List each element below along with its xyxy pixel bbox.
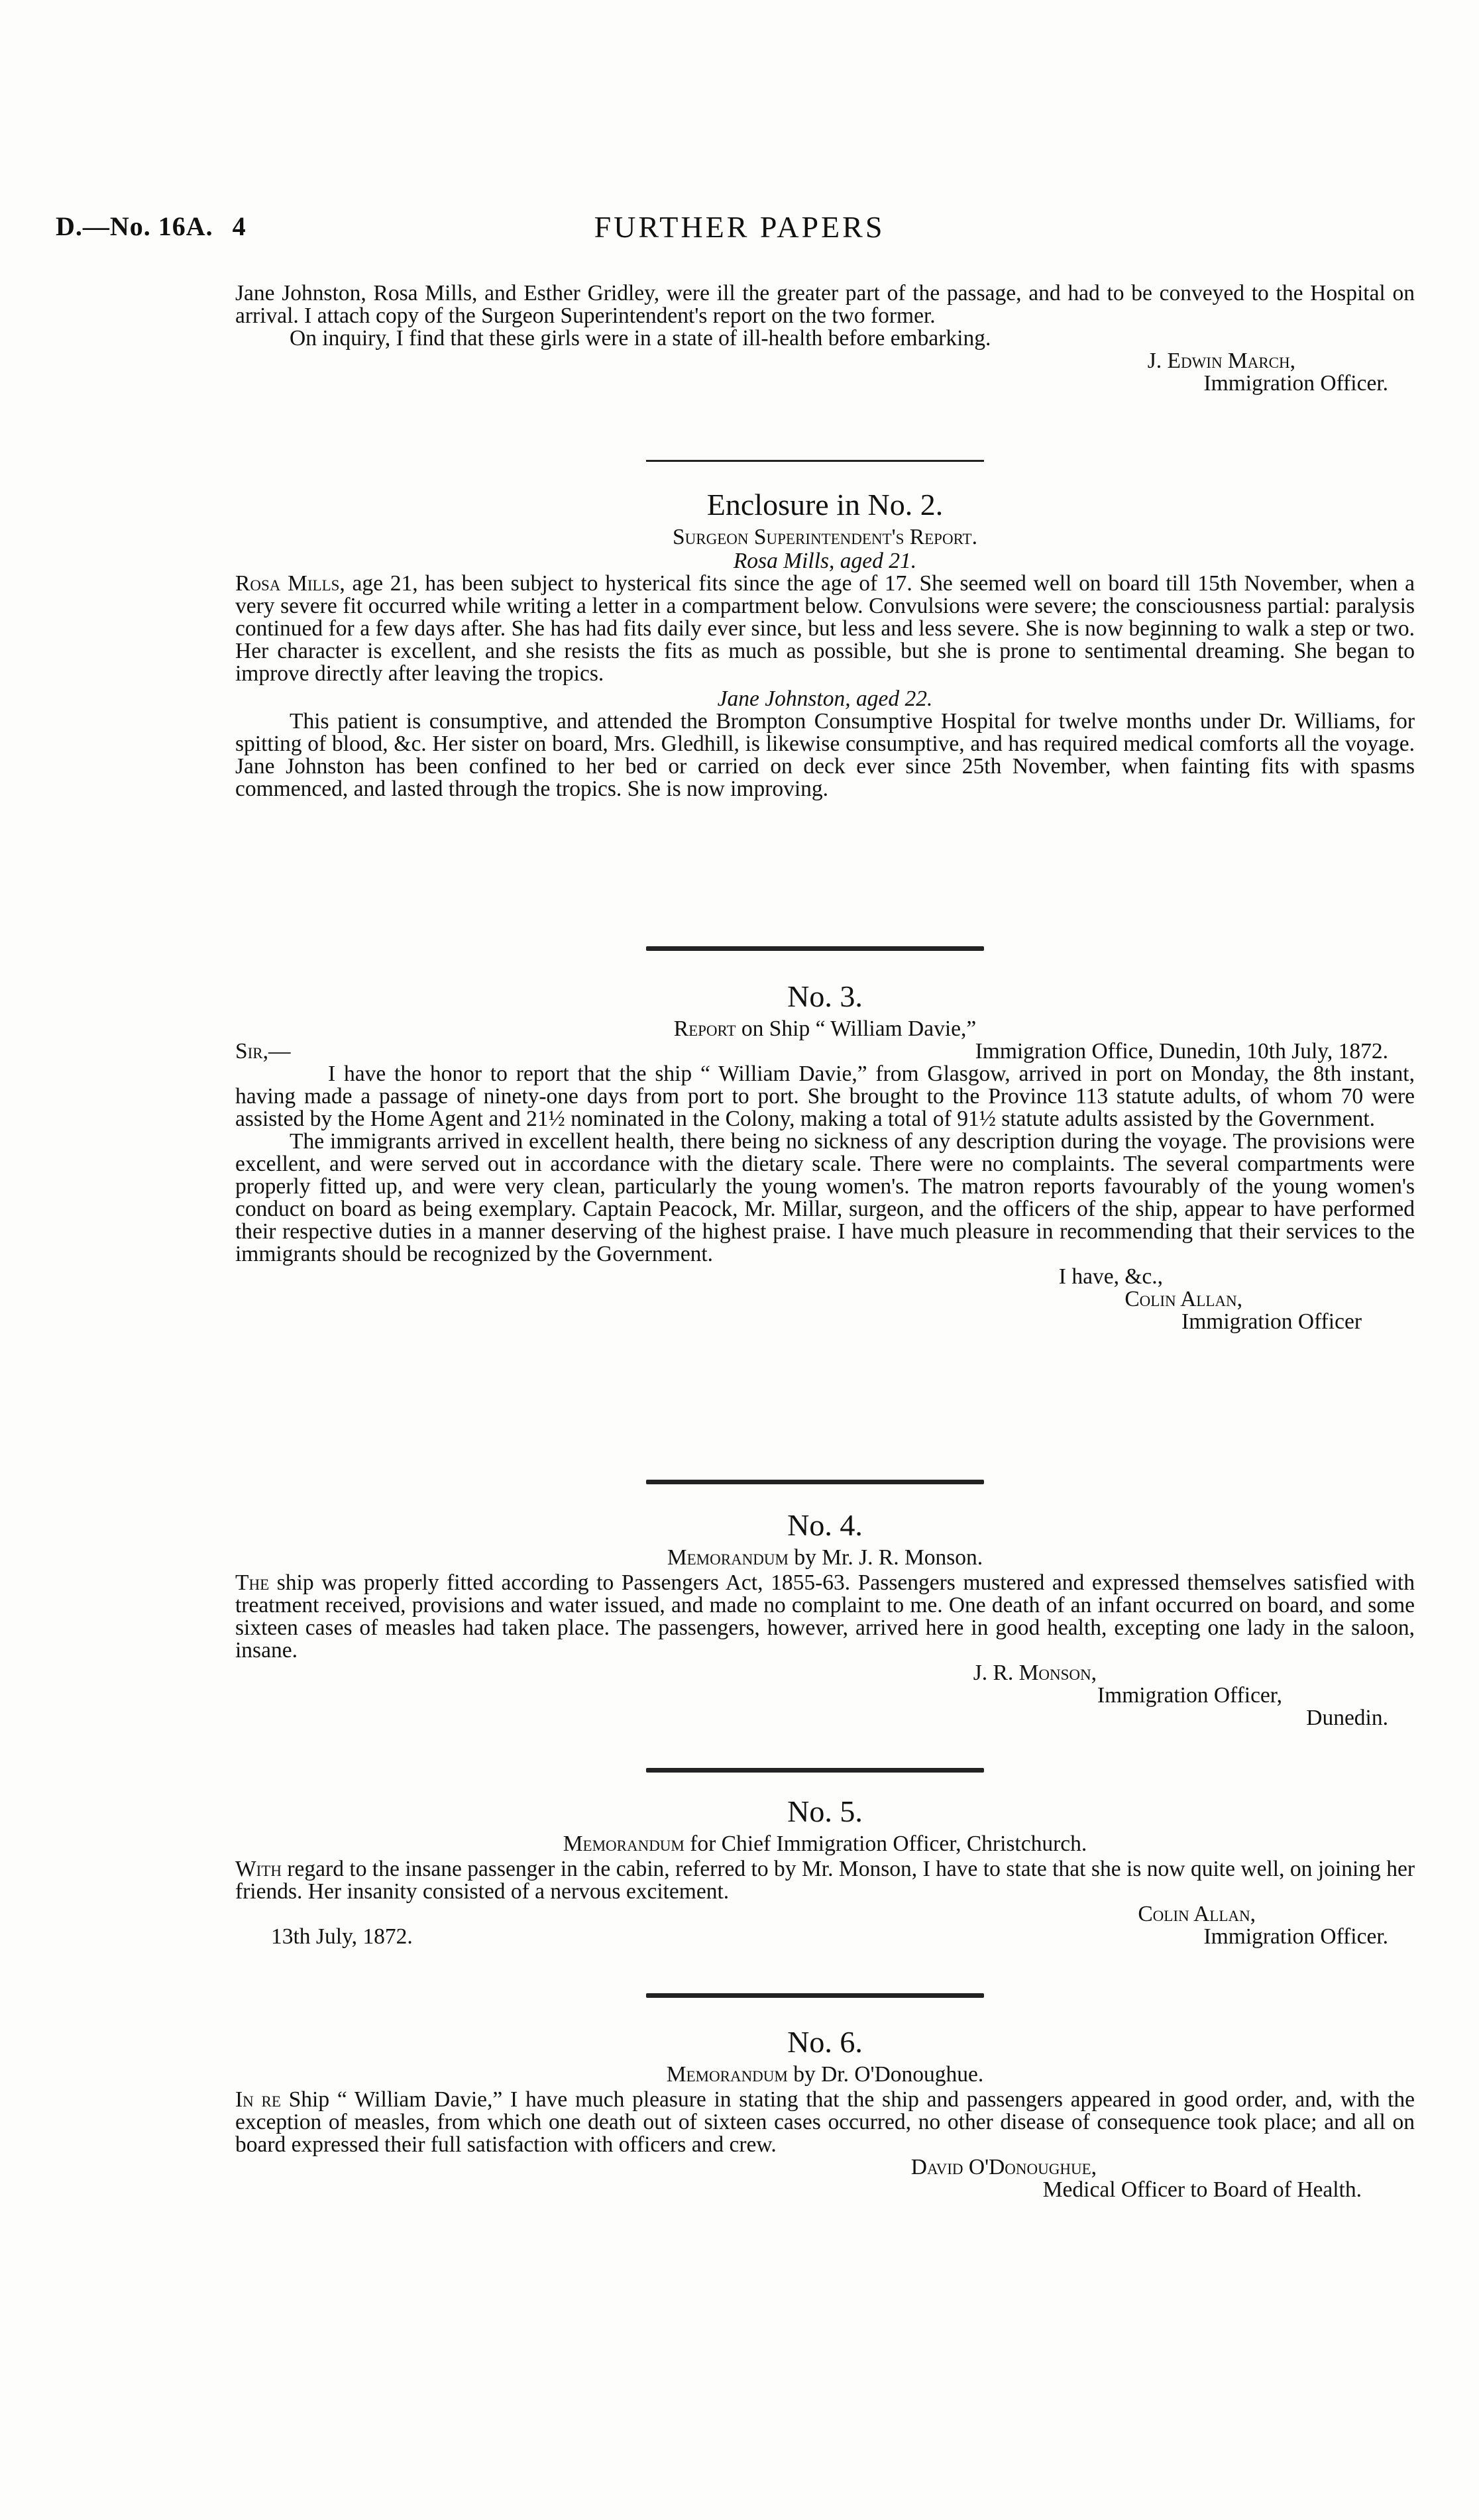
no6-subheading bbox=[235, 2063, 1415, 2086]
no6-lead: In re bbox=[235, 2087, 281, 2112]
document-reference: D.—No. 16A. bbox=[56, 211, 213, 241]
no6-signer-title: Medical Officer to Board of Health. bbox=[1042, 2177, 1362, 2202]
intro-section bbox=[235, 282, 1415, 395]
no3-subheading-lead: Report bbox=[673, 1016, 736, 1041]
no6-subheading-lead: Memorandum bbox=[666, 2062, 788, 2087]
no5-subheading bbox=[235, 1833, 1415, 1855]
no4-section bbox=[235, 1508, 1415, 1729]
no3-section bbox=[235, 979, 1415, 1333]
rosa-heading: Rosa Mills, aged 21. bbox=[733, 549, 917, 573]
no3-signer: Colin Allan, bbox=[1124, 1287, 1242, 1311]
no5-date: 13th July, 1872. bbox=[271, 1924, 413, 1949]
intro-signer-title: Immigration Officer. bbox=[1203, 371, 1388, 396]
no5-subheading-rest: for Chief Immigration Officer, Christchurch. bbox=[684, 1832, 1087, 1856]
no3-subheading bbox=[235, 1018, 1415, 1040]
no4-signer-place: Dunedin. bbox=[1306, 1706, 1388, 1730]
rosa-paragraph bbox=[235, 573, 1415, 685]
no4-lead: The bbox=[235, 1570, 270, 1595]
no5-text: regard to the insane passenger in the cabin, referred to by Mr. Monson, I have to state that she is now quite well, on joining her friends. Her insanity consisted of a nervous excitement. bbox=[235, 1857, 1415, 1904]
no5-section bbox=[235, 1794, 1415, 1948]
section-rule-thick bbox=[646, 1768, 984, 1773]
page-running-title: FURTHER PAPERS bbox=[594, 210, 885, 244]
rosa-lead: Rosa Mills, bbox=[235, 571, 345, 596]
no5-signer: Colin Allan, bbox=[1138, 1902, 1256, 1926]
no3-salutation-row bbox=[235, 1040, 1415, 1063]
no3-salutation: Sir,— bbox=[235, 1039, 291, 1064]
no3-heading: No. 3. bbox=[787, 979, 863, 1013]
no3-dateline: Immigration Office, Dunedin, 10th July, 1872. bbox=[975, 1039, 1388, 1064]
no6-text: Ship “ William Davie,” I have much pleasure in stating that the ship and passengers appeared in good order, and, with the exception of measles, from which one death out of sixteen cases occurred, no other disease of consequence took place; and all on board expressed their full satisfaction with officers and crew. bbox=[235, 2087, 1415, 2157]
intro-signer: J. Edwin March, bbox=[1147, 349, 1295, 373]
no6-signer: David O'Donoughue, bbox=[910, 2155, 1097, 2179]
no6-section bbox=[235, 2025, 1415, 2201]
no4-subheading-lead: Memorandum bbox=[667, 1545, 789, 1570]
no3-signer-title: Immigration Officer bbox=[1181, 1309, 1362, 1334]
section-rule-thick bbox=[646, 1480, 984, 1484]
enclosure-section bbox=[235, 488, 1415, 800]
section-rule-thick bbox=[646, 1993, 984, 1998]
no4-signer-title: Immigration Officer, bbox=[1097, 1683, 1282, 1708]
no3-para2: The immigrants arrived in excellent health, there being no sickness of any description during the voyage. The provisions were excellent, and were served out in accordance with the dietary scale. There were no complaints. The several compartments were properly fitted up, and were very clean, particularly the young women's. The matron reports favourably of the young women's conduct on board as being exemplary. Captain Peacock, Mr. Millar, surgeon, and the officers of the ship, appear to have performed their respective duties in a manner deserving of the highest praise. I have much pleasure in recommending that their services to the immigrants should be recognized by the Government. bbox=[235, 1129, 1415, 1266]
no6-paragraph bbox=[235, 2089, 1415, 2156]
section-rule-thick bbox=[646, 946, 984, 951]
no4-signer: J. R. Monson, bbox=[973, 1661, 1097, 1685]
jane-paragraph: This patient is consumptive, and attended the Brompton Consumptive Hospital for twelve months under Dr. Williams, for spitting of blood, &c. Her sister on board, Mrs. Gledhill, is likewise consumptive, and has required medical comforts all the voyage. Jane Johnston has been confined to her bed or carried on deck ever since 25th November, when fainting fits with spasms commenced, and lasted through the tropics. She is now improving. bbox=[235, 709, 1415, 801]
no5-subheading-lead: Memorandum bbox=[563, 1832, 685, 1856]
intro-paragraph: Jane Johnston, Rosa Mills, and Esther Gridley, were ill the greater part of the passage, and had to be conveyed to the Hospital on arrival. I attach copy of the Surgeon Superintendent's report on the two former. bbox=[235, 281, 1415, 328]
no4-text: ship was properly fitted according to Passengers Act, 1855-63. Passengers mustered and expressed themselves satisfied with treatment received, provisions and water issued, and made no complaint to me. One death of an infant occurred on board, and some sixteen cases of measles had taken place. The passengers, however, arrived here in good health, excepting one lady in the saloon, insane. bbox=[235, 1570, 1415, 1663]
section-rule bbox=[646, 460, 984, 462]
intro-inquiry: On inquiry, I find that these girls were in a state of ill-health before embarking. bbox=[290, 326, 991, 351]
no5-signer-title: Immigration Officer. bbox=[1203, 1924, 1388, 1949]
page-number: 4 bbox=[232, 211, 246, 241]
no3-subheading-rest: on Ship “ William Davie,” bbox=[736, 1016, 977, 1041]
jane-heading: Jane Johnston, aged 22. bbox=[717, 686, 933, 711]
no3-closing: I have, &c., bbox=[1058, 1264, 1163, 1289]
enclosure-subheading: Surgeon Superintendent's Report. bbox=[673, 525, 977, 549]
no5-date-row bbox=[235, 1926, 1415, 1948]
no4-subheading-rest: by Mr. J. R. Monson. bbox=[788, 1545, 983, 1570]
no5-heading: No. 5. bbox=[787, 1794, 863, 1828]
no4-subheading bbox=[235, 1547, 1415, 1569]
no5-lead: With bbox=[235, 1857, 282, 1881]
no5-paragraph bbox=[235, 1858, 1415, 1903]
no4-paragraph bbox=[235, 1572, 1415, 1662]
rosa-text: age 21, has been subject to hysterical fits since the age of 17. She seemed well on board till 15th November, when a very severe fit occurred while writing a letter in a compartment below. Convulsions were severe; the consciousness partial: paralysis continued for a few days after. She has had fits daily ever since, but less and less severe. She is now beginning to walk a step or two. Her character is excellent, and she resists the fits as much as possible, but she is prone to sentimental dreaming. She began to improve directly after leaving the tropics. bbox=[235, 571, 1415, 686]
no4-heading: No. 4. bbox=[787, 1508, 863, 1542]
no6-heading: No. 6. bbox=[787, 2025, 863, 2059]
no6-subheading-rest: by Dr. O'Donoughue. bbox=[787, 2062, 984, 2087]
no3-para1: I have the honor to report that the ship “ William Davie,” from Glasgow, arrived in port on Monday, the 8th instant, having made a passage of ninety-one days from port to port. She brought to the Province 113 statute adults, of whom 70 were assisted by the Home Agent and 21½ nominated in the Colony, making a total of 91½ statute adults assisted by the Government. bbox=[235, 1062, 1415, 1131]
enclosure-heading: Enclosure in No. 2. bbox=[706, 488, 944, 521]
